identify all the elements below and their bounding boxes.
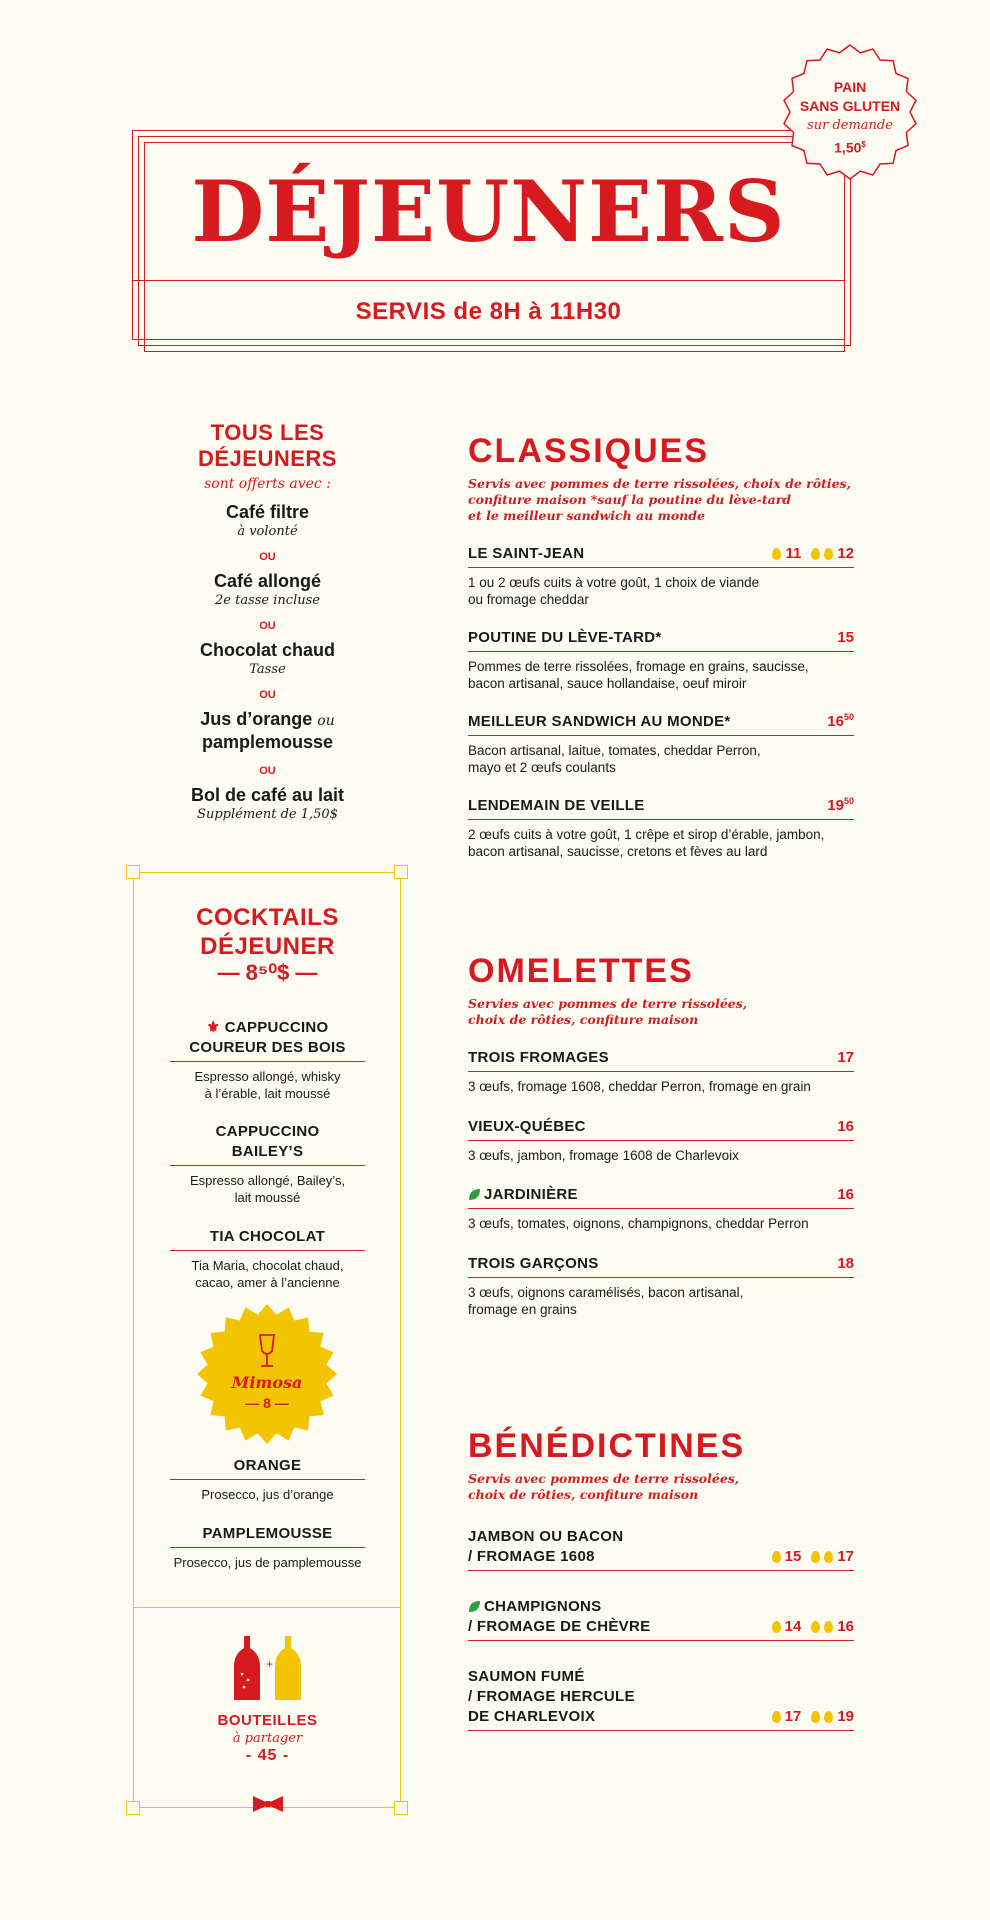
egg-icon xyxy=(772,1551,781,1563)
mimosa-price: — 8 — xyxy=(245,1395,289,1411)
section-title: CLASSIQUES xyxy=(468,432,710,470)
egg-icon xyxy=(811,1711,820,1723)
bottles-offer: BOUTEILLES à partager - 45 - xyxy=(217,1712,318,1764)
box-corner-notch xyxy=(394,1801,408,1815)
offers-intro: sont offerts avec : xyxy=(204,476,331,492)
cocktails-price: — 8⁵⁰$ — xyxy=(217,960,318,985)
offer-item: Chocolat chaud Tasse xyxy=(199,640,335,677)
item-prices: 14 16 xyxy=(772,1617,854,1637)
section-subtitle: Servis avec pommes de terre rissolées, choix de rôties, confiture maison xyxy=(468,1471,740,1502)
vegetarian-leaf-icon xyxy=(468,1188,481,1201)
menu-item: LE SAINT-JEAN 11 12 1 ou 2 œufs cuits à votre goût, 1 choix de viande ou fromage cheddar xyxy=(468,545,854,607)
cocktail-item: TIA CHOCOLAT Tia Maria, chocolat chaud, cacao, amer à l’ancienne xyxy=(170,1227,365,1291)
item-prices: 11 12 xyxy=(772,544,854,564)
menu-item: JAMBON OU BACON / FROMAGE 1608 15 17 xyxy=(468,1527,854,1571)
egg-icon xyxy=(824,1711,833,1723)
offers-title: TOUS LES DÉJEUNERS xyxy=(198,420,337,471)
cocktails-divider xyxy=(133,1607,401,1608)
item-prices: 17 19 xyxy=(772,1707,854,1727)
item-prices: 15 17 xyxy=(772,1547,854,1567)
bottles-plus: + xyxy=(266,1657,274,1671)
menu-item: CHAMPIGNONS / FROMAGE DE CHÈVRE 14 16 xyxy=(468,1597,854,1641)
offer-or: OU xyxy=(259,689,276,701)
egg-icon xyxy=(824,1621,833,1633)
egg-icon xyxy=(824,1551,833,1563)
egg-icon xyxy=(811,548,820,560)
section-title: BÉNÉDICTINES xyxy=(468,1427,746,1465)
gluten-free-line3: sur demande xyxy=(807,118,893,133)
egg-icon xyxy=(824,548,833,560)
bottles-icon xyxy=(233,1634,303,1702)
menu-item: TROIS GARÇONS 18 3 œufs, oignons caramélisés, bacon artisanal, fromage en grains xyxy=(468,1255,854,1317)
benedictines-section xyxy=(468,1427,854,1737)
mimosa-label: Mimosa xyxy=(231,1373,303,1392)
menu-item: MEILLEUR SANDWICH AU MONDE* $16^{50}$ Bacon artisanal, laitue, tomates, cheddar Perron, mayo et 2 œufs coulants xyxy=(468,712,854,776)
section-subtitle: Servis avec pommes de terre rissolées, choix de rôties, confiture maison *sauf la poutine du lève-tard et le meilleur sandwich au monde xyxy=(468,476,851,523)
page-title: DÉJEUNERS xyxy=(191,162,786,261)
menu-item: JARDINIÈRE 16 3 œufs, tomates, oignons, champignons, cheddar Perron xyxy=(468,1186,854,1231)
offer-or: OU xyxy=(259,765,276,777)
service-hours: SERVIS de 8H à 11H30 xyxy=(355,298,622,325)
menu-item: POUTINE DU LÈVE-TARD* 15 Pommes de terre rissolées, fromage en grains, saucisse, bacon artisanal, sauce hollandaise, oeuf miroir xyxy=(468,629,854,691)
vegetarian-leaf-icon xyxy=(468,1600,481,1613)
cocktails-title: COCKTAILS DÉJEUNER xyxy=(196,904,339,960)
egg-icon xyxy=(772,1711,781,1723)
bowtie-icon xyxy=(253,1796,283,1812)
gluten-free-line2: SANS GLUTEN xyxy=(799,98,901,114)
offer-item: Café filtre à volonté xyxy=(225,502,310,539)
menu-item: SAUMON FUMÉ / FROMAGE HERCULE DE CHARLEVOIX 17 19 xyxy=(468,1667,854,1731)
mimosa-badge xyxy=(196,1303,338,1445)
offers-section xyxy=(140,420,395,822)
offer-or: OU xyxy=(259,620,276,632)
cocktail-item: CAPPUCCINO BAILEY’S Espresso allongé, Bailey’s, lait moussé xyxy=(170,1122,365,1206)
egg-icon xyxy=(772,1621,781,1633)
offer-item: Café allongé 2e tasse incluse xyxy=(213,571,322,608)
egg-icon xyxy=(772,548,781,560)
cocktail-item: ⚜ CAPPUCCINO COUREUR DES BOIS Espresso allongé, whisky à l’érable, lait moussé xyxy=(170,1018,365,1102)
menu-item: TROIS FROMAGES 17 3 œufs, fromage 1608, cheddar Perron, fromage en grain xyxy=(468,1049,854,1094)
section-subtitle: Servies avec pommes de terre rissolées, choix de rôties, confiture maison xyxy=(468,996,748,1027)
classiques-section xyxy=(468,432,854,872)
omelettes-section xyxy=(468,952,854,1332)
gluten-free-line1: PAIN xyxy=(833,79,867,95)
box-corner-notch xyxy=(126,865,140,879)
gluten-free-price: 1,50$ xyxy=(834,139,866,156)
fleur-de-lis-icon: ⚜ xyxy=(206,1019,221,1036)
egg-icon xyxy=(811,1551,820,1563)
header xyxy=(132,130,845,340)
item-price: $16^{50}$ xyxy=(827,712,854,730)
egg-icon xyxy=(811,1621,820,1633)
mimosa-item: PAMPLEMOUSSE Prosecco, jus de pamplemousse xyxy=(170,1524,365,1571)
offer-or: OU xyxy=(259,551,276,563)
header-divider xyxy=(132,280,845,281)
offer-item: Jus d’orange ou pamplemousse xyxy=(200,709,335,752)
menu-item: VIEUX-QUÉBEC 16 3 œufs, jambon, fromage 1608 de Charlevoix xyxy=(468,1118,854,1163)
gluten-free-badge xyxy=(780,42,920,182)
box-corner-notch xyxy=(126,1801,140,1815)
box-corner-notch xyxy=(394,865,408,879)
section-title: OMELETTES xyxy=(468,952,694,990)
menu-item: LENDEMAIN DE VEILLE $19^{50}$ 2 œufs cuits à votre goût, 1 crêpe et sirop d’érable, jambon, bacon artisanal, saucisse, cretons et fèves au lard xyxy=(468,796,854,860)
offer-item: Bol de café au lait Supplément de 1,50$ xyxy=(190,785,345,822)
mimosa-item: ORANGE Prosecco, jus d’orange xyxy=(170,1456,365,1503)
item-price: $19^{50}$ xyxy=(827,796,854,814)
